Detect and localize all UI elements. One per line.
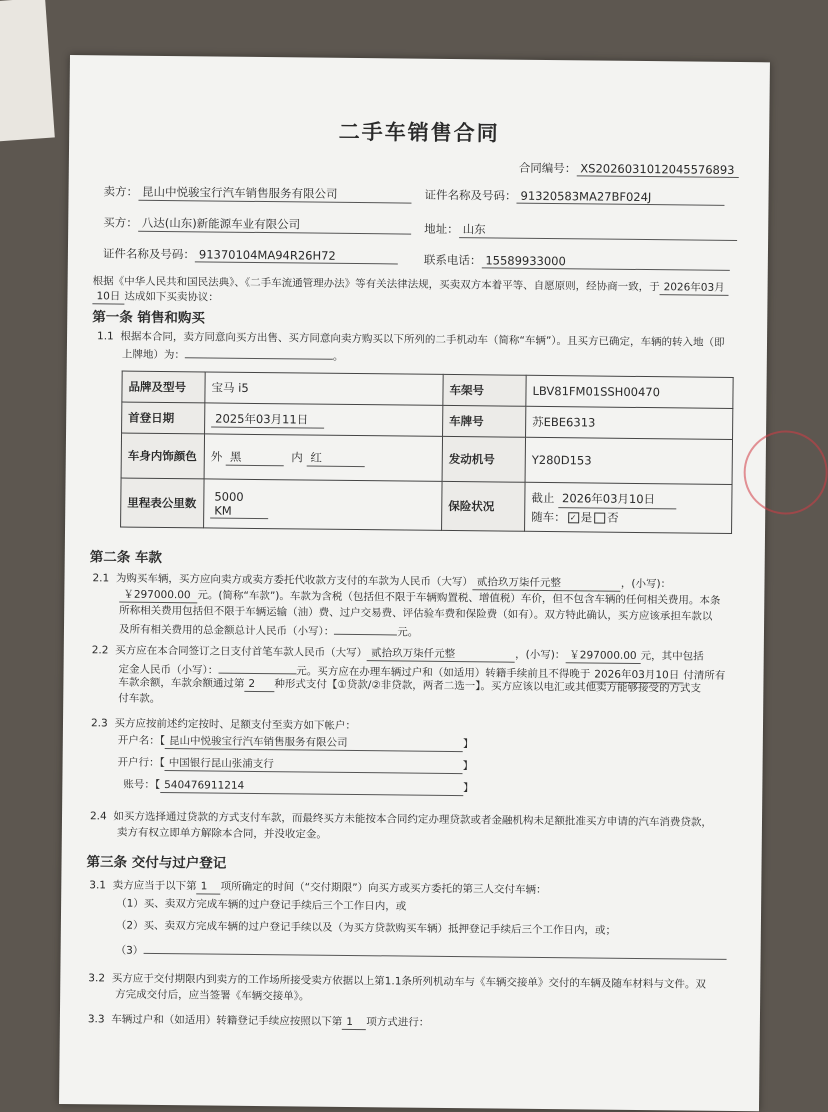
- background-page: [0, 0, 55, 142]
- phone: 15589933000: [481, 253, 729, 271]
- vin-value: LBV81FM01SSH00470: [526, 375, 733, 408]
- seller-row: 卖方： 昆山中悦骏宝行汽车销售服务有限公司: [103, 183, 411, 203]
- clause-1-1-line2: 上牌地）为： 。: [122, 344, 344, 364]
- red-seal-stamp: [743, 430, 828, 515]
- buyer-id-row: 证件名称及号码： 91370104MA94R26H72: [103, 245, 398, 264]
- no-checkbox[interactable]: [594, 512, 605, 523]
- exterior-color: 黑: [226, 448, 284, 466]
- vehicle-info-table: 品牌及型号 宝马 i5 车架号 LBV81FM01SSH00470 首登日期 2025年03月11日 车牌号 苏EBE6313 车身内饰颜色 外 黑 内 红 发动机号 Y280D153 里程表公里数 5000 KM 保险状况 截止 2026年03月10日 随车： ✓ 是 否: [120, 371, 734, 534]
- contract-page: 二手车销售合同 合同编号： XS2026031012045576893 卖方： 昆山中悦骏宝行汽车销售服务有限公司 证件名称及号码： 91320583MA27BF024J 买方： 八达(山东)新能源车业有限公司 地址： 山东 证件名称及号码： 91370104MA94R26H72 联系电话： 15589933000 根据《中华人民共和国民法典》、《二手车流通管理办法》等有关法律法规，买卖双方本着平等、自愿原则，经协商一致，于 2026年03月 10日 达成如下买卖协议： 第一条 销售和购买 1.1 根据本合同，卖方同意向买方出售、买方同意向卖方购买以下所列的二手机动车（简称“车辆”）。且买方已确定，车辆的转入地（即 上牌地）为： 。 品牌及型号 宝马 i5 车架号 LBV81FM01SSH00470 首登日期 2025年03月11日 车牌号 苏EBE6313 车身内饰颜色 外 黑 内 红 发动机号 Y280D153 里程表公里数 5000 KM 保险状况 截止 2026年03月10日 随车： ✓ 是 否 第二条 车款 2.1 为购买车辆，买方应向卖方或卖方委托代收款方支付的车款为人民币（大写） 贰拾玖万柒仟元整 ，(小写)： ￥297000.00 元。(简称“车款”)。车款为含税（包括但不限于车辆购置税、增值税）车价，但不包含车辆的任何相关费用。本条 所称相关费用包括但不限于车辆运输（油）费、过户交易费、评估验车费和保险费（如有）。双方特此确认，买方应该承担车款以 及所有相关费用的总金额总计人民币（小写）： 元。 2.2 买方应在本合同签订之日支付首笔车款人民币（大写） 贰拾玖万柒仟元整 ，(小写)： ￥297000.00 元，其中包括 定金人民币（小写）： 元。买方应在办理车辆过户和（如适用）转籍手续前且不得晚于 2026年03月10日 付清所有 车款余额，车款余额通过第 2 种形式支付【①贷款/②非贷款，两者二选一】。买方应该以电汇或其他卖方能够接受的方式支 付车款。 2.3 买方应按前述约定按时、足额支付至卖方如下帐户： 开户名：【 昆山中悦骏宝行汽车销售服务有限公司 】 开户行：【 中国银行昆山张浦支行 】 账号：【 540476911214 】 2.4 如买方选择通过贷款的方式支付车款，而最终买方未能按本合同约定办理贷款或者金融机构未足额批准买方申请的汽车消费贷款， 卖方有权立即单方解除本合同，并没收定金。 第三条 交付与过户登记 3.1 卖方应当于以下第 1 项所确定的时间（“交付期限”）向买方或买方委托的第三人交付车辆： （1）买、卖双方完成车辆的过户登记手续后三个工作日内，或 （2）买、卖双方完成车辆的过户登记手续以及（为买方贷款购买车辆）抵押登记手续后三个工作日内，或； （3） 3.2 买方应于交付期限内到卖方的工作场所接受卖方依据以上第1.1条所列机动车与《车辆交接单》交付的车辆及随车材料与文件。双 方完成交付后，应当签署《车辆交接单》。 3.3 车辆过户和（如适用）转籍登记手续应按照以下第 1 项方式进行：: [59, 55, 770, 1111]
- reg-date-value: 2025年03月11日: [211, 410, 324, 428]
- color-label: 车身内饰颜色: [121, 433, 204, 479]
- phone-row: 联系电话： 15589933000: [424, 252, 730, 271]
- insurance-date: 2026年03月10日: [558, 489, 676, 509]
- section-2-title: 第二条 车款: [89, 549, 163, 566]
- intro-line-2: 10日 达成如下买卖协议：: [92, 288, 219, 305]
- odometer-label: 里程表公里数: [121, 478, 205, 528]
- clause-2-1: 2.1 为购买车辆，买方应向卖方或卖方委托代收款方支付的车款为人民币（大写） 贰拾玖万柒仟元整 ，(小写)：: [92, 572, 672, 591]
- address: 山东: [459, 221, 737, 241]
- clause-3-3: 3.3 车辆过户和（如适用）转籍登记手续应按照以下第 1 项方式进行：: [87, 1013, 430, 1029]
- contract-number: 合同编号： XS2026031012045576893: [519, 160, 739, 178]
- brand-value: 宝马 i5: [205, 372, 443, 405]
- address-row: 地址： 山东: [424, 221, 737, 241]
- buyer-row: 买方： 八达(山东)新能源车业有限公司: [103, 214, 411, 234]
- account-number: 540476911214: [160, 779, 463, 796]
- registration-place: [185, 344, 333, 360]
- engine-label: 发动机号: [442, 436, 525, 482]
- clause-2-4: 2.4 如买方选择通过贷款的方式支付车款，而最终买方未能按本合同约定办理贷款或者金融机构未足额批准买方申请的汽车消费贷款，: [89, 810, 712, 829]
- odometer-value: 5000 KM: [210, 489, 268, 519]
- account-name-row: 开户名：【 昆山中悦骏宝行汽车销售服务有限公司 】: [117, 734, 474, 751]
- buyer-name: 八达(山东)新能源车业有限公司: [138, 215, 411, 235]
- seller-name: 昆山中悦骏宝行汽车销售服务有限公司: [138, 184, 411, 204]
- clause-3-2: 3.2 买方应于交付期限内到卖方的工作场所接受卖方依据以上第1.1条所列机动车与《车辆交接单》交付的车辆及随车材料与文件。双: [88, 972, 706, 991]
- vin-label: 车架号: [443, 374, 526, 406]
- bank-name: 中国银行昆山张浦支行: [165, 755, 463, 774]
- seller-id: 91320583MA27BF024J: [516, 189, 724, 206]
- seller-id-row: 证件名称及号码： 91320583MA27BF024J: [424, 187, 724, 206]
- bank-row: 开户行：【 中国银行昆山张浦支行 】: [117, 756, 474, 773]
- engine-value: Y280D153: [525, 437, 732, 484]
- clause-2-3: 2.3 买方应按前述约定按时、足额支付至卖方如下帐户：: [90, 717, 356, 733]
- yes-checkbox[interactable]: ✓: [568, 512, 579, 523]
- account-number-row: 账号：【 540476911214 】: [123, 778, 474, 795]
- clause-1-1: 1.1 根据本合同，卖方同意向买方出售、买方同意向卖方购买以下所列的二手机动车（简称“车辆”）。且买方已确定，车辆的转入地（即: [96, 330, 725, 349]
- insurance-label: 保险状况: [442, 481, 526, 531]
- plate-value: 苏EBE6313: [526, 406, 733, 439]
- contract-title: 二手车销售合同: [338, 119, 500, 146]
- buyer-id: 91370104MA94R26H72: [195, 247, 398, 264]
- brand-label: 品牌及型号: [122, 371, 205, 403]
- section-3-title: 第三条 交付与过户登记: [86, 854, 227, 872]
- reg-date-label: 首登日期: [122, 402, 205, 434]
- account-name: 昆山中悦骏宝行汽车销售服务有限公司: [165, 733, 463, 752]
- clause-3-1: 3.1 卖方应当于以下第 1 项所确定的时间（“交付期限”）向买方或买方委托的第三人交付车辆：: [89, 879, 547, 897]
- contract-number-value: XS2026031012045576893: [576, 161, 738, 178]
- interior-color: 红: [306, 449, 364, 467]
- section-1-title: 第一条 销售和购买: [92, 309, 206, 327]
- intro-line-1: 根据《中华人民共和国民法典》、《二手车流通管理办法》等有关法律法规，买卖双方本着平等、自愿原则，经协商一致，于 2026年03月: [93, 273, 729, 296]
- plate-label: 车牌号: [443, 405, 526, 437]
- clause-2-2: 2.2 买方应在本合同签订之日支付首笔车款人民币（大写） 贰拾玖万柒仟元整 ，(小写)： ￥297000.00 元，其中包括: [91, 644, 704, 663]
